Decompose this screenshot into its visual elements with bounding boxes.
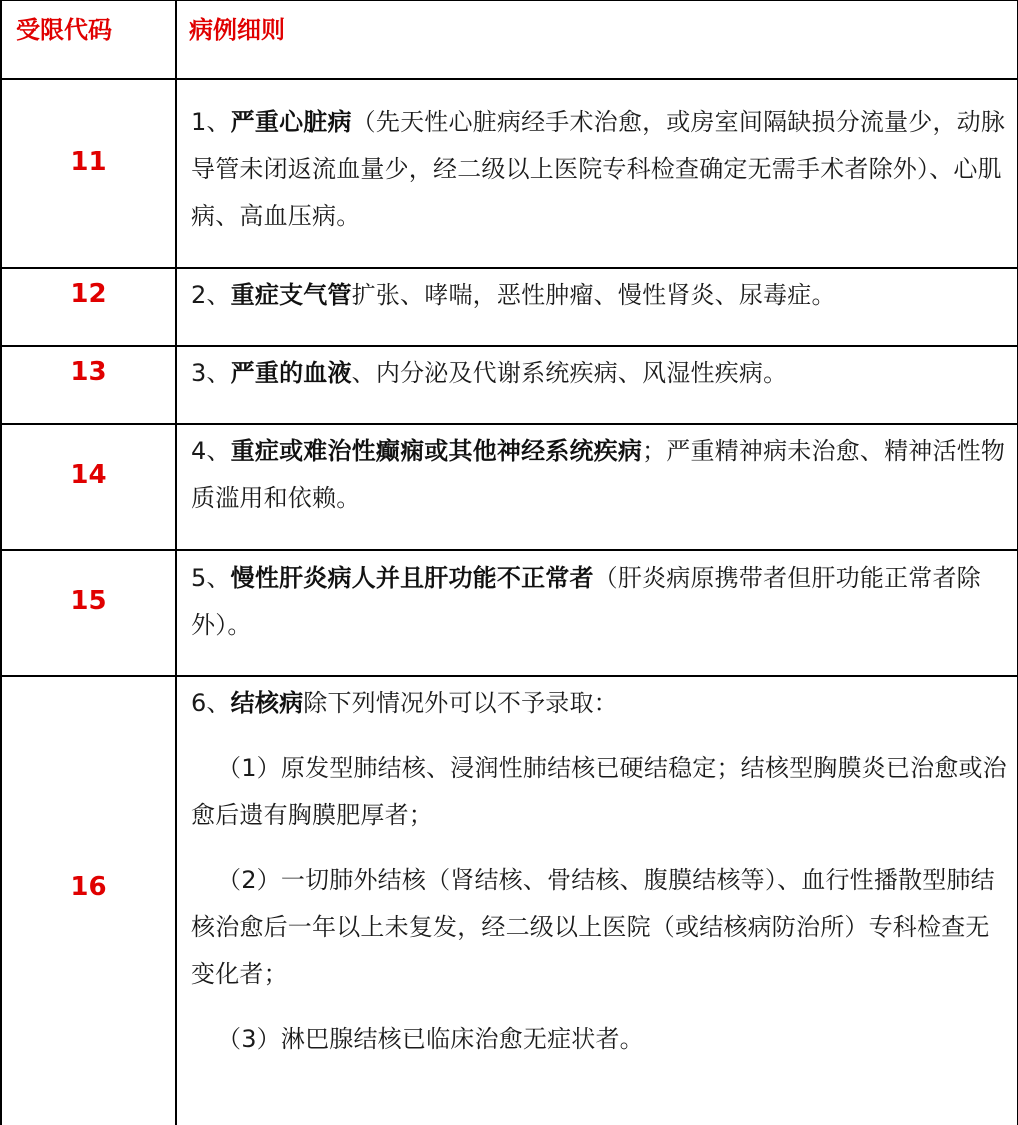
item-prefix: 6、 [191,689,231,717]
item-rest: 扩张、哮喘，恶性肿瘤、慢性肾炎、尿毒症。 [351,281,836,309]
item-bold-title: 重症或难治性癫痫或其他神经系统疾病 [230,437,643,465]
code-number: 11 [70,147,107,177]
item-bold-title: 结核病 [230,689,304,717]
sub-item: （3）淋巴腺结核已临床治愈无症状者。 [217,1025,644,1053]
code-number: 13 [70,357,107,387]
item-rest: 除下列情况外可以不予录取： [303,689,618,717]
header-detail-cell [177,1,1017,80]
detail-text [191,680,1007,1063]
item-rest: （肝炎病原携带者但肝功能正常者除外）。 [191,564,981,639]
code-cell [2,347,177,425]
code-cell [2,80,177,269]
item-rest: （先天性心脏病经手术治愈，或房室间隔缺损分流量少，动脉导管未闭返流血量少，经二级以上医院专科检查确定无需手术者除外）、心肌病、高血压病。 [191,108,1006,230]
item-bold-title: 严重的血液 [230,359,352,387]
header-code-label: 受限代码 [16,16,112,44]
detail-text [191,272,1007,319]
item-bold-title: 重症支气管 [230,281,352,309]
header-detail-label: 病例细则 [189,16,285,44]
item-prefix: 4、 [191,437,231,465]
code-number: 12 [70,279,107,309]
item-rest: ；严重精神病未治愈、精神活性物质滥用和依赖。 [191,437,1006,512]
item-bold-title: 慢性肝炎病人并且肝功能不正常者 [230,564,594,592]
detail-text [191,428,1007,522]
header-code-cell [2,1,177,80]
detail-cell [177,425,1017,551]
sub-item: （1）原发型肺结核、浸润性肺结核已硬结稳定；结核型胸膜炎已治愈或治愈后遗有胸膜肥厚者； [191,754,1007,829]
item-rest: 、内分泌及代谢系统疾病、风湿性疾病。 [351,359,788,387]
sub-item: （2）一切肺外结核（肾结核、骨结核、腹膜结核等）、血行性播散型肺结核治愈后一年以上未复发，经二级以上医院（或结核病防治所）专科检查无变化者； [191,866,995,988]
code-cell [2,425,177,551]
code-number: 15 [70,586,107,616]
detail-cell [177,677,1017,1125]
detail-cell [177,347,1017,425]
code-number: 14 [70,460,107,490]
detail-text [191,350,1007,397]
item-prefix: 3、 [191,359,231,387]
code-cell [2,269,177,347]
item-prefix: 5、 [191,564,231,592]
detail-cell [177,551,1017,677]
item-prefix: 1、 [191,108,231,136]
code-number: 16 [70,872,107,902]
detail-cell [177,269,1017,347]
item-bold-title: 严重心脏病 [230,108,352,136]
code-cell [2,677,177,1125]
item-prefix: 2、 [191,281,231,309]
detail-text [191,99,1007,240]
detail-cell [177,80,1017,269]
detail-text [191,555,1007,649]
code-cell [2,551,177,677]
